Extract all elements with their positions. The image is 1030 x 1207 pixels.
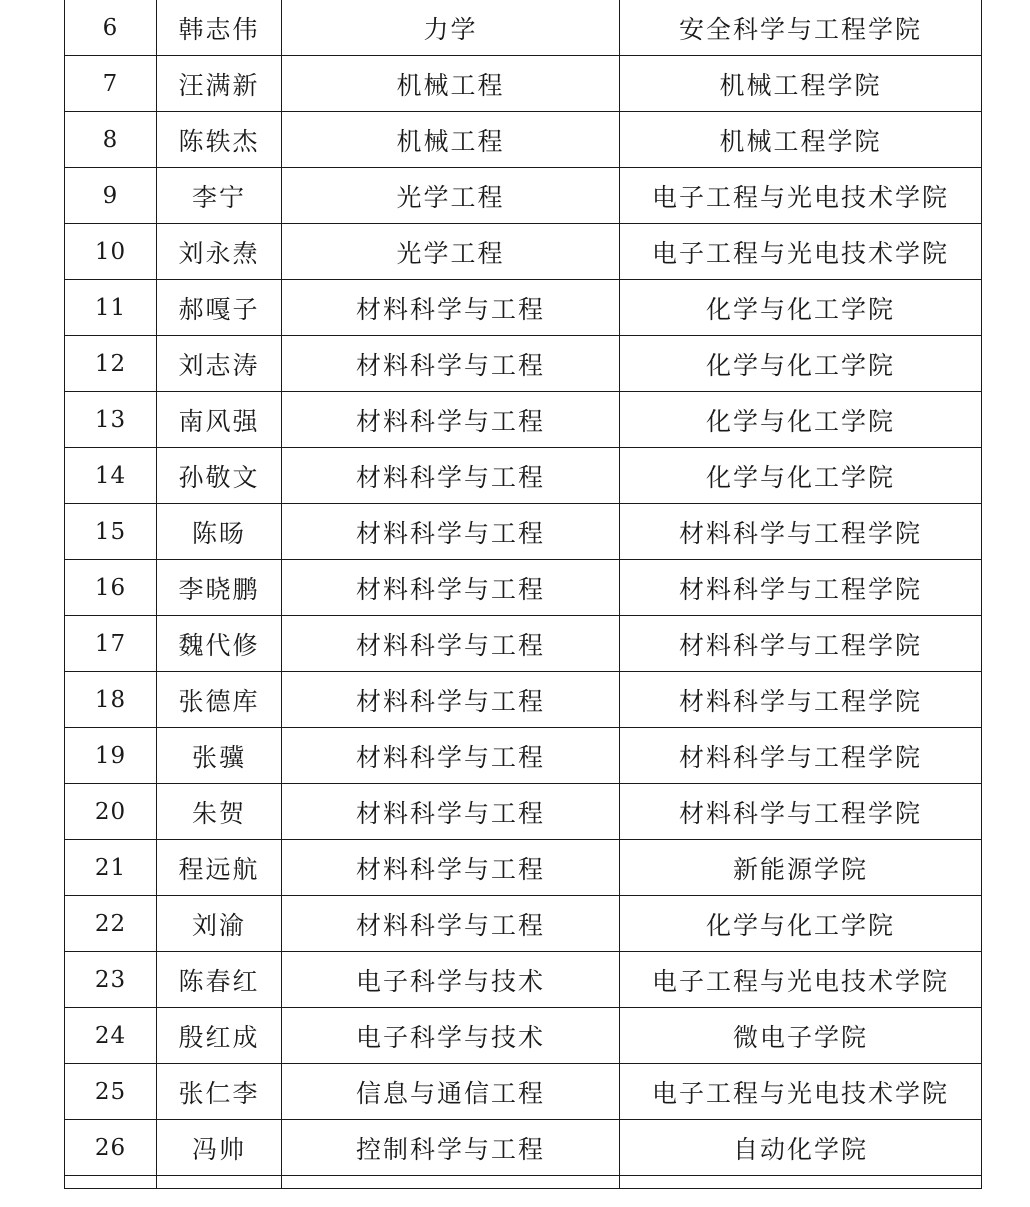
cell-major: 材料科学与工程 — [282, 840, 620, 896]
cell-college: 化学与化工学院 — [620, 336, 982, 392]
cell-major: 电子科学与技术 — [282, 1008, 620, 1064]
table-row — [65, 280, 982, 336]
cell-number: 18 — [65, 672, 157, 728]
cell-number: 8 — [65, 112, 157, 168]
cell-major: 材料科学与工程 — [282, 392, 620, 448]
cell-number: 21 — [65, 840, 157, 896]
cell-college: 新能源学院 — [620, 840, 982, 896]
cell-college: 化学与化工学院 — [620, 280, 982, 336]
cell-college: 材料科学与工程学院 — [620, 504, 982, 560]
cell-name: 李晓鹏 — [157, 560, 282, 616]
cell-empty — [65, 1176, 157, 1189]
cell-major: 材料科学与工程 — [282, 280, 620, 336]
cell-number: 24 — [65, 1008, 157, 1064]
cell-name: 刘志涛 — [157, 336, 282, 392]
cell-college: 安全科学与工程学院 — [620, 0, 982, 56]
table-row — [65, 560, 982, 616]
table-row — [65, 616, 982, 672]
table-row-partial — [65, 1176, 982, 1189]
cell-number: 13 — [65, 392, 157, 448]
cell-number: 23 — [65, 952, 157, 1008]
cell-empty — [620, 1176, 982, 1189]
table-row — [65, 448, 982, 504]
table-row — [65, 1008, 982, 1064]
cell-major: 材料科学与工程 — [282, 728, 620, 784]
cell-college: 机械工程学院 — [620, 56, 982, 112]
cell-college: 电子工程与光电技术学院 — [620, 168, 982, 224]
cell-name: 朱贺 — [157, 784, 282, 840]
table-body — [65, 0, 982, 1189]
cell-number: 16 — [65, 560, 157, 616]
cell-college: 材料科学与工程学院 — [620, 672, 982, 728]
cell-major: 光学工程 — [282, 168, 620, 224]
cell-college: 自动化学院 — [620, 1120, 982, 1176]
cell-number: 6 — [65, 0, 157, 56]
table-row — [65, 1120, 982, 1176]
table-row — [65, 840, 982, 896]
cell-college: 材料科学与工程学院 — [620, 616, 982, 672]
cell-major: 机械工程 — [282, 112, 620, 168]
table-row — [65, 504, 982, 560]
cell-number: 11 — [65, 280, 157, 336]
table-row — [65, 1064, 982, 1120]
cell-name: 冯帅 — [157, 1120, 282, 1176]
table-row — [65, 56, 982, 112]
table-row — [65, 784, 982, 840]
cell-college: 化学与化工学院 — [620, 392, 982, 448]
table-row — [65, 112, 982, 168]
awardee-table — [64, 0, 982, 1189]
cell-number: 10 — [65, 224, 157, 280]
cell-major: 材料科学与工程 — [282, 336, 620, 392]
cell-name: 南风强 — [157, 392, 282, 448]
cell-major: 材料科学与工程 — [282, 560, 620, 616]
table-row — [65, 224, 982, 280]
table-row — [65, 728, 982, 784]
cell-major: 材料科学与工程 — [282, 784, 620, 840]
cell-number: 25 — [65, 1064, 157, 1120]
cell-college: 材料科学与工程学院 — [620, 784, 982, 840]
cell-major: 信息与通信工程 — [282, 1064, 620, 1120]
cell-college: 电子工程与光电技术学院 — [620, 224, 982, 280]
cell-college: 机械工程学院 — [620, 112, 982, 168]
cell-number: 14 — [65, 448, 157, 504]
cell-name: 张骥 — [157, 728, 282, 784]
cell-name: 张仁李 — [157, 1064, 282, 1120]
cell-empty — [157, 1176, 282, 1189]
cell-name: 韩志伟 — [157, 0, 282, 56]
cell-major: 材料科学与工程 — [282, 616, 620, 672]
cell-name: 陈轶杰 — [157, 112, 282, 168]
cell-college: 微电子学院 — [620, 1008, 982, 1064]
cell-number: 12 — [65, 336, 157, 392]
cell-number: 7 — [65, 56, 157, 112]
cell-number: 17 — [65, 616, 157, 672]
cell-major: 材料科学与工程 — [282, 672, 620, 728]
cell-college: 材料科学与工程学院 — [620, 728, 982, 784]
cell-name: 李宁 — [157, 168, 282, 224]
cell-college: 电子工程与光电技术学院 — [620, 952, 982, 1008]
cell-name: 殷红成 — [157, 1008, 282, 1064]
cell-name: 郝嘎子 — [157, 280, 282, 336]
cell-name: 魏代修 — [157, 616, 282, 672]
cell-name: 汪满新 — [157, 56, 282, 112]
cell-name: 张德库 — [157, 672, 282, 728]
cell-name: 陈春红 — [157, 952, 282, 1008]
cell-number: 22 — [65, 896, 157, 952]
cell-name: 程远航 — [157, 840, 282, 896]
cell-major: 控制科学与工程 — [282, 1120, 620, 1176]
cell-college: 化学与化工学院 — [620, 896, 982, 952]
cell-empty — [282, 1176, 620, 1189]
cell-college: 电子工程与光电技术学院 — [620, 1064, 982, 1120]
cell-major: 材料科学与工程 — [282, 896, 620, 952]
cell-college: 化学与化工学院 — [620, 448, 982, 504]
cell-major: 机械工程 — [282, 56, 620, 112]
cell-name: 刘渝 — [157, 896, 282, 952]
table-row — [65, 952, 982, 1008]
cell-number: 26 — [65, 1120, 157, 1176]
cell-number: 9 — [65, 168, 157, 224]
table-row — [65, 168, 982, 224]
cell-number: 19 — [65, 728, 157, 784]
table-row — [65, 336, 982, 392]
table-row — [65, 896, 982, 952]
table-row — [65, 392, 982, 448]
cell-number: 20 — [65, 784, 157, 840]
cell-major: 材料科学与工程 — [282, 448, 620, 504]
cell-major: 材料科学与工程 — [282, 504, 620, 560]
cell-major: 力学 — [282, 0, 620, 56]
cell-name: 陈旸 — [157, 504, 282, 560]
table-row — [65, 672, 982, 728]
cell-major: 光学工程 — [282, 224, 620, 280]
cell-college: 材料科学与工程学院 — [620, 560, 982, 616]
cell-number: 15 — [65, 504, 157, 560]
cell-name: 孙敬文 — [157, 448, 282, 504]
cell-major: 电子科学与技术 — [282, 952, 620, 1008]
cell-name: 刘永焘 — [157, 224, 282, 280]
table-row — [65, 0, 982, 56]
